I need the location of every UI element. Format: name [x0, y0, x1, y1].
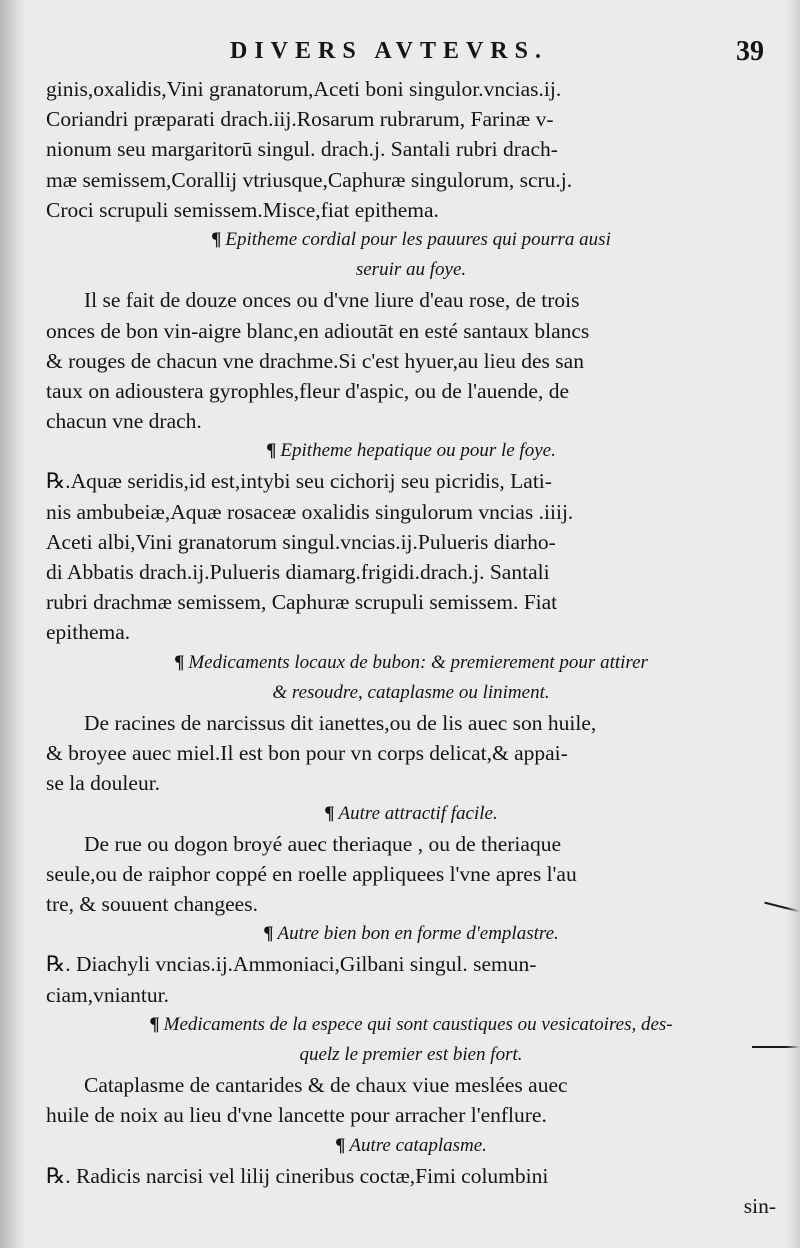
text-line: De racines de narcissus dit ianettes,ou de lis auec son huile,	[84, 710, 597, 735]
text-line: & broyee auec miel.Il est bon pour vn corps delicat,& appai-	[46, 741, 568, 766]
pilcrow-icon: ¶	[174, 651, 185, 673]
pilcrow-icon: ¶	[211, 228, 222, 250]
text-line: rubri drachmæ semissem, Caphuræ scrupuli semissem. Fiat	[46, 590, 558, 615]
heading-text: Medicaments locaux de bubon: & premierement pour attirer	[188, 651, 648, 673]
section-heading	[46, 436, 776, 466]
text-line: Cataplasme de cantarides & de chaux viue meslées auec	[84, 1073, 568, 1098]
text-line: Aceti albi,Vini granatorum singul.vncias.ij.Pulueris diarho-	[46, 529, 556, 554]
text-line: sin-	[743, 1193, 776, 1218]
text-line: Il se fait de douze onces ou d'vne liure d'eau rose, de trois	[84, 288, 580, 313]
text-line: chacun vne drach.	[46, 409, 202, 434]
pilcrow-icon: ¶	[324, 802, 335, 824]
section-heading	[46, 1131, 776, 1161]
pilcrow-icon: ¶	[263, 923, 274, 945]
text-line: ℞. Radicis narcisi vel lilij cineribus coctæ,Fimi columbini	[46, 1163, 549, 1188]
body-text	[46, 74, 776, 1221]
text-line: ℞. Diachyli vncias.ij.Ammoniaci,Gilbani singul. semun-	[46, 952, 537, 977]
text-line: nis ambubeiæ,Aquæ rosaceæ oxalidis singulorum vncias .iiij.	[46, 499, 574, 524]
heading-text: seruir au foye.	[355, 259, 467, 281]
text-line: se la douleur.	[46, 771, 161, 796]
section-heading	[46, 799, 776, 829]
text-line: ginis,oxalidis,Vini granatorum,Aceti boni singulor.vncias.ij.	[46, 77, 562, 101]
heading-text: Medicaments de la espece qui sont caustiques ou vesicatoires, des-	[163, 1013, 673, 1035]
text-line: Croci scrupuli semissem.Misce,fiat epithema.	[46, 197, 439, 222]
heading-text: & resoudre, cataplasme ou liniment.	[272, 681, 550, 703]
text-line: Coriandri præparati drach.iij.Rosarum rubrarum, Farinæ v-	[46, 107, 554, 132]
section-heading	[46, 919, 776, 949]
text-line: taux on adioustera gyrophles,fleur d'aspic, ou de l'auende, de	[46, 378, 569, 403]
text-line: mæ semissem,Corallij vtriusque,Caphuræ singulorum, scru.j.	[46, 167, 573, 192]
page-header	[0, 36, 800, 72]
heading-text: Autre attractif facile.	[338, 802, 498, 824]
text-line: epithema.	[46, 620, 131, 645]
pilcrow-icon: ¶	[335, 1134, 346, 1156]
heading-text: Epitheme hepatique ou pour le foye.	[280, 440, 556, 462]
text-line: nionum seu margaritorū singul. drach.j. Santali rubri drach-	[46, 137, 558, 162]
section-heading	[46, 648, 776, 678]
pilcrow-icon: ¶	[149, 1013, 160, 1035]
margin-mark	[752, 1046, 800, 1048]
text-line: ℞.Aquæ seridis,id est,intybi seu cichorij seu picridis, Lati-	[46, 469, 552, 494]
section-heading	[46, 1040, 776, 1070]
text-line: di Abbatis drach.ij.Pulueris diamarg.frigidi.drach.j. Santali	[46, 560, 550, 584]
heading-text: Autre cataplasme.	[349, 1134, 487, 1156]
heading-text: quelz le premier est bien fort.	[299, 1044, 523, 1065]
running-head: DIVERS AVTEVRS.	[230, 38, 548, 64]
text-line: De rue ou dogon broyé auec theriaque , ou de theriaque	[84, 831, 561, 856]
text-line: huile de noix au lieu d'vne lancette pour arracher l'enflure.	[46, 1103, 547, 1128]
text-line: tre, & souuent changees.	[46, 892, 258, 917]
text-line: seule,ou de raiphor coppé en roelle appliquees l'vne apres l'au	[46, 861, 577, 886]
pilcrow-icon: ¶	[266, 440, 277, 462]
page-number: 39	[736, 36, 764, 67]
text-line: onces de bon vin-aigre blanc,en adioutāt en esté santaux blancs	[46, 318, 590, 343]
heading-text: Autre bien bon en forme d'emplastre.	[277, 923, 559, 945]
section-heading	[46, 225, 776, 255]
section-heading	[46, 678, 776, 708]
section-heading	[46, 255, 776, 285]
text-line: ciam,vniantur.	[46, 982, 169, 1007]
text-line: & rouges de chacun vne drachme.Si c'est hyuer,au lieu des san	[46, 348, 584, 373]
section-heading	[46, 1010, 776, 1040]
heading-text: Epitheme cordial pour les pauures qui pourra ausi	[225, 228, 611, 250]
